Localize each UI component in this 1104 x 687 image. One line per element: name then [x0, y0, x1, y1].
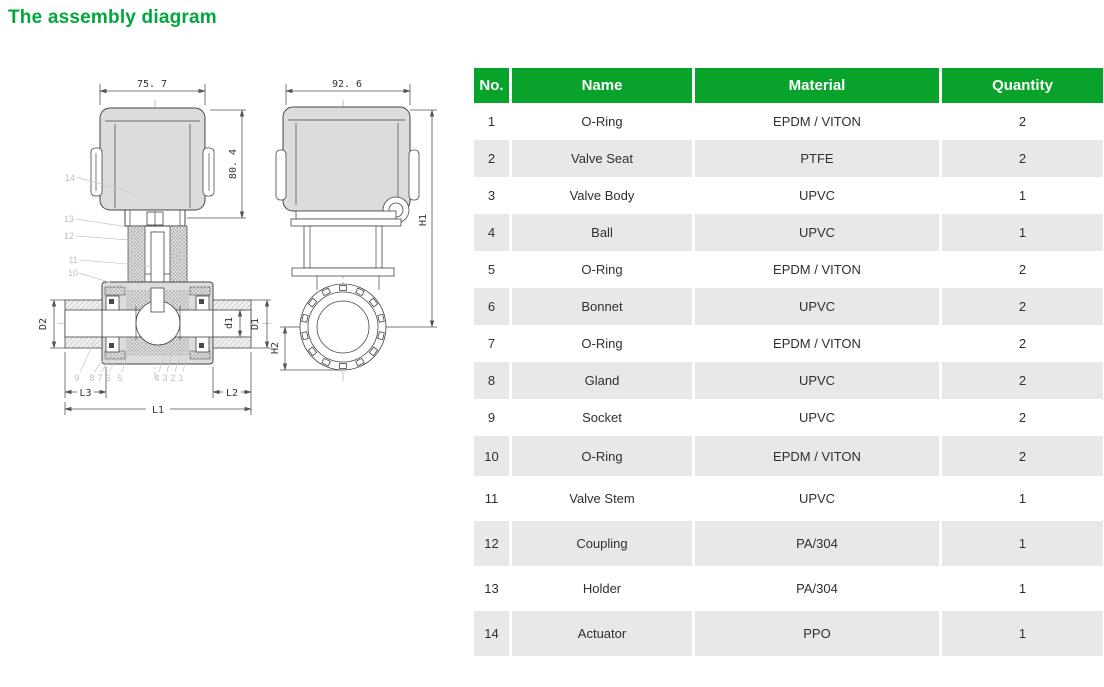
dim-label-92-6: 92. 6 — [331, 79, 363, 90]
cell-quantity: 1 — [942, 521, 1103, 566]
side-view — [270, 79, 437, 382]
dim-label-d1-outer: D1 — [250, 317, 261, 331]
cell-no: 7 — [474, 325, 509, 362]
part-leader-7: 7 — [97, 373, 103, 383]
cell-name: Holder — [512, 566, 692, 611]
dim-label-h1: H1 — [418, 213, 429, 227]
cell-name: O-Ring — [512, 436, 692, 476]
cell-quantity: 1 — [942, 611, 1103, 656]
cell-name: Bonnet — [512, 288, 692, 325]
cell-name: Valve Stem — [512, 476, 692, 521]
cell-material: PTFE — [695, 140, 939, 177]
cell-quantity: 2 — [942, 288, 1103, 325]
cell-no: 5 — [474, 251, 509, 288]
cell-material: PPO — [695, 611, 939, 656]
cell-quantity: 1 — [942, 214, 1103, 251]
cell-material: PA/304 — [695, 521, 939, 566]
dim-label-75-7: 75. 7 — [136, 79, 168, 90]
part-leader-8: 8 — [89, 373, 95, 383]
cell-name: Actuator — [512, 611, 692, 656]
cell-no: 9 — [474, 399, 509, 436]
dim-label-80-4: 80. 4 — [228, 148, 239, 180]
dim-l1 — [65, 402, 251, 416]
cell-material: EPDM / VITON — [695, 251, 939, 288]
part-leader-4: 4 — [154, 373, 160, 383]
part-leader-6: 6 — [105, 373, 111, 383]
cell-name: Valve Seat — [512, 140, 692, 177]
parts-table — [474, 68, 1103, 656]
mounting-neck — [304, 226, 382, 268]
part-leader-5: 5 — [117, 373, 123, 383]
cell-quantity: 2 — [942, 140, 1103, 177]
cell-material: PA/304 — [695, 566, 939, 611]
cell-name: Gland — [512, 362, 692, 399]
cell-material: UPVC — [695, 177, 939, 214]
assembly-diagram — [30, 60, 480, 460]
cell-no: 2 — [474, 140, 509, 177]
header-name: Name — [512, 68, 692, 103]
cell-no: 13 — [474, 566, 509, 611]
actuator-ear-left-side — [276, 150, 286, 200]
cell-no: 4 — [474, 214, 509, 251]
cell-no: 11 — [474, 476, 509, 521]
cell-quantity: 2 — [942, 399, 1103, 436]
part-leader-11: 11 — [68, 255, 78, 265]
cell-name: O-Ring — [512, 325, 692, 362]
flange-end — [300, 284, 386, 370]
cell-name: Ball — [512, 214, 692, 251]
dim-label-l2: L2 — [225, 388, 239, 399]
dim-width-side — [286, 79, 410, 105]
cell-material: UPVC — [695, 362, 939, 399]
actuator-side — [276, 107, 419, 290]
valve-body-section — [102, 282, 213, 364]
actuator-ear-left — [91, 148, 102, 196]
dim-label-d2: D2 — [38, 317, 49, 331]
cell-quantity: 2 — [942, 362, 1103, 399]
cell-material: EPDM / VITON — [695, 436, 939, 476]
cell-name: Socket — [512, 399, 692, 436]
cell-no: 6 — [474, 288, 509, 325]
cell-material: EPDM / VITON — [695, 103, 939, 140]
cell-no: 12 — [474, 521, 509, 566]
cell-quantity: 2 — [942, 436, 1103, 476]
part-leader-13: 13 — [63, 214, 75, 224]
part-leader-1: 1 — [178, 373, 184, 383]
cell-name: O-Ring — [512, 251, 692, 288]
cell-material: EPDM / VITON — [695, 325, 939, 362]
header-no: No. — [474, 68, 509, 103]
part-leader-10: 10 — [67, 268, 79, 278]
cell-no: 3 — [474, 177, 509, 214]
cell-material: UPVC — [695, 399, 939, 436]
cell-no: 8 — [474, 362, 509, 399]
part-leader-2: 2 — [170, 373, 176, 383]
cell-name: O-Ring — [512, 103, 692, 140]
part-leader-9: 9 — [74, 373, 80, 383]
dim-l2 — [213, 352, 251, 415]
dim-label-d1: d1 — [224, 316, 235, 330]
page-title: The assembly diagram — [8, 7, 217, 28]
cell-quantity: 2 — [942, 251, 1103, 288]
dim-label-h2: H2 — [270, 341, 281, 355]
flange-bore — [317, 301, 369, 353]
cell-quantity: 1 — [942, 476, 1103, 521]
cell-no: 10 — [474, 436, 509, 476]
part-leader-3: 3 — [162, 373, 168, 383]
part-leader-14: 14 — [64, 173, 76, 183]
cell-no: 14 — [474, 611, 509, 656]
header-quantity: Quantity — [942, 68, 1103, 103]
cell-quantity: 1 — [942, 566, 1103, 611]
cell-material: UPVC — [695, 214, 939, 251]
cell-no: 1 — [474, 103, 509, 140]
part-leader-12: 12 — [63, 231, 75, 241]
header-material: Material — [695, 68, 939, 103]
cell-quantity: 2 — [942, 103, 1103, 140]
cell-material: UPVC — [695, 476, 939, 521]
actuator-ear-right — [203, 148, 214, 196]
dim-label-l3: L3 — [79, 388, 92, 399]
cell-material: UPVC — [695, 288, 939, 325]
actuator-front — [91, 108, 214, 226]
cell-quantity: 1 — [942, 177, 1103, 214]
dim-width-front — [100, 79, 205, 105]
dim-d1-outer — [250, 300, 271, 348]
actuator-ear-right-side — [409, 150, 419, 200]
dim-label-l1: L1 — [151, 405, 165, 416]
dim-d2 — [38, 300, 65, 348]
cell-name: Valve Body — [512, 177, 692, 214]
cell-quantity: 2 — [942, 325, 1103, 362]
cell-name: Coupling — [512, 521, 692, 566]
front-view — [38, 79, 272, 416]
